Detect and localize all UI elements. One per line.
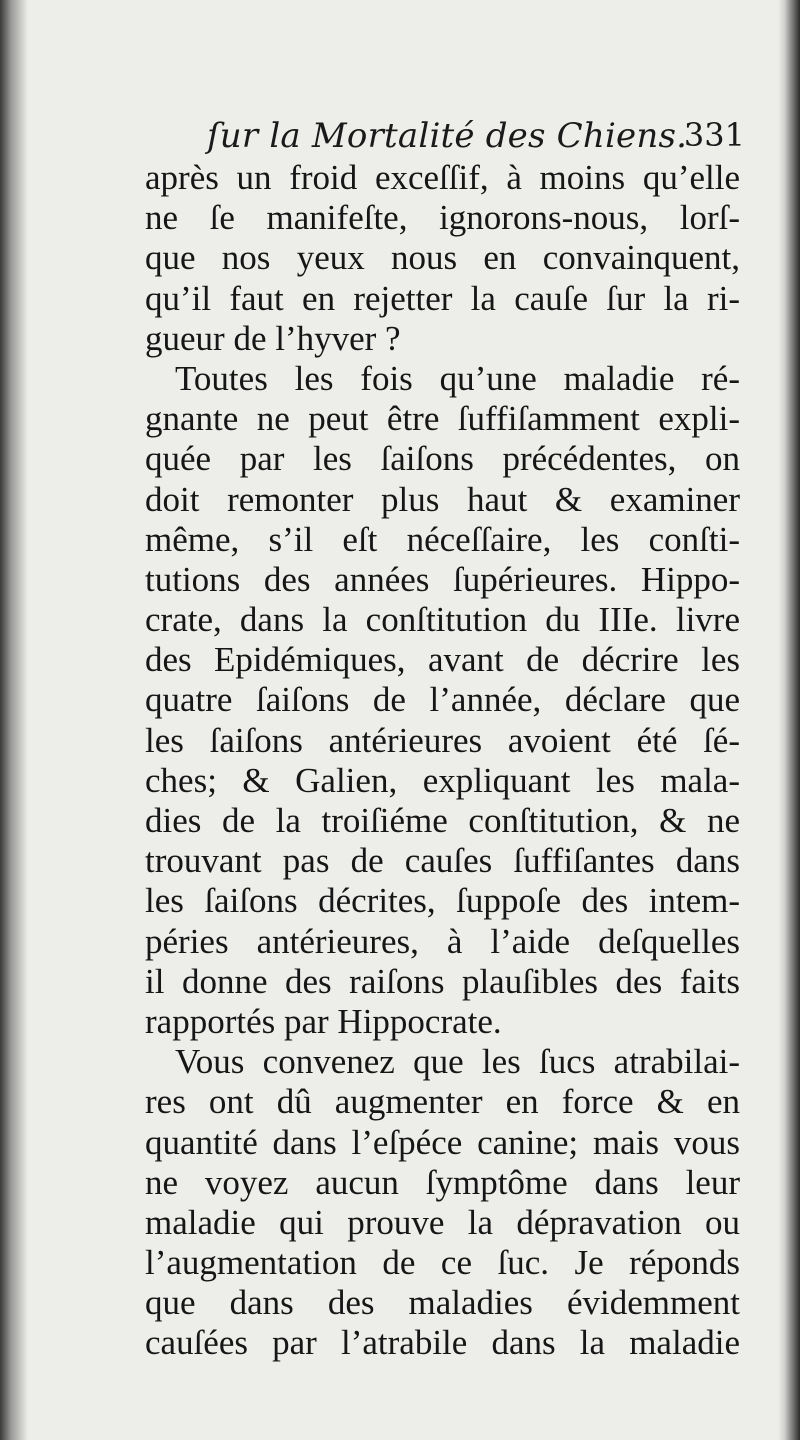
text-line: péries antérieures, à l’aide deſquelles (145, 921, 740, 961)
text-line: Toutes les fois qu’une maladie ré- (175, 358, 740, 398)
text-line: tutions des années ſupérieures. Hippo- (145, 559, 740, 599)
text-line: rapportés par Hippocrate. (145, 1001, 502, 1041)
text-line: que dans des maladies évidemment (145, 1283, 740, 1323)
page-header (145, 112, 745, 158)
text-line: quée par les ſaiſons précédentes, on (145, 439, 740, 479)
text-line: qu’il faut en rejetter la cauſe ſur la ri- (145, 278, 740, 318)
text-line: trouvant pas de cauſes ſuffiſantes dans (145, 841, 740, 881)
page-number: 331 (683, 116, 745, 154)
body-text (145, 158, 740, 1364)
text-line: maladie qui prouve la dépravation ou (145, 1202, 740, 1242)
text-line: Vous convenez que les ſucs atrabilai- (175, 1042, 740, 1082)
text-line: gnante ne peut être ſuffiſamment expli- (145, 399, 740, 439)
text-line: que nos yeux nous en convainquent, (145, 238, 740, 278)
text-line: même, s’il eſt néceſſaire, les conſti- (145, 519, 740, 559)
text-line: crate, dans la conſtitution du IIIe. livre (145, 600, 740, 640)
text-line: dies de la troiſiéme conſtitution, & ne (145, 801, 740, 840)
text-line: ne voyez aucun ſymptôme dans leur (145, 1162, 740, 1202)
text-line: res ont dû augmenter en force & en (145, 1082, 740, 1122)
text-line: quantité dans l’eſpéce canine; mais vous (145, 1122, 740, 1162)
text-line: ches; & Galien, expliquant les mala- (145, 760, 740, 800)
text-line: cauſées par l’atrabile dans la maladie (145, 1323, 740, 1363)
text-line: après un froid exceſſif, à moins qu’elle (145, 158, 740, 197)
text-line: doit remonter plus haut & examiner (145, 479, 740, 519)
text-line: les ſaiſons décrites, ſuppoſe des intem- (145, 881, 740, 921)
text-line: il donne des raiſons plauſibles des faits (145, 961, 740, 1001)
running-title: ſur la Mortalité des Chiens. (207, 116, 688, 156)
text-line: quatre ſaiſons de l’année, déclare que (145, 680, 740, 720)
text-line: gueur de l’hyver ? (145, 318, 401, 358)
text-line: des Epidémiques, avant de décrire les (145, 640, 740, 680)
text-line: l’augmentation de ce ſuc. Je réponds (145, 1243, 740, 1283)
text-line: ne ſe manifeſte, ignorons-nous, lorſ- (145, 198, 740, 238)
text-line: les ſaiſons antérieures avoient été ſé- (145, 720, 740, 760)
